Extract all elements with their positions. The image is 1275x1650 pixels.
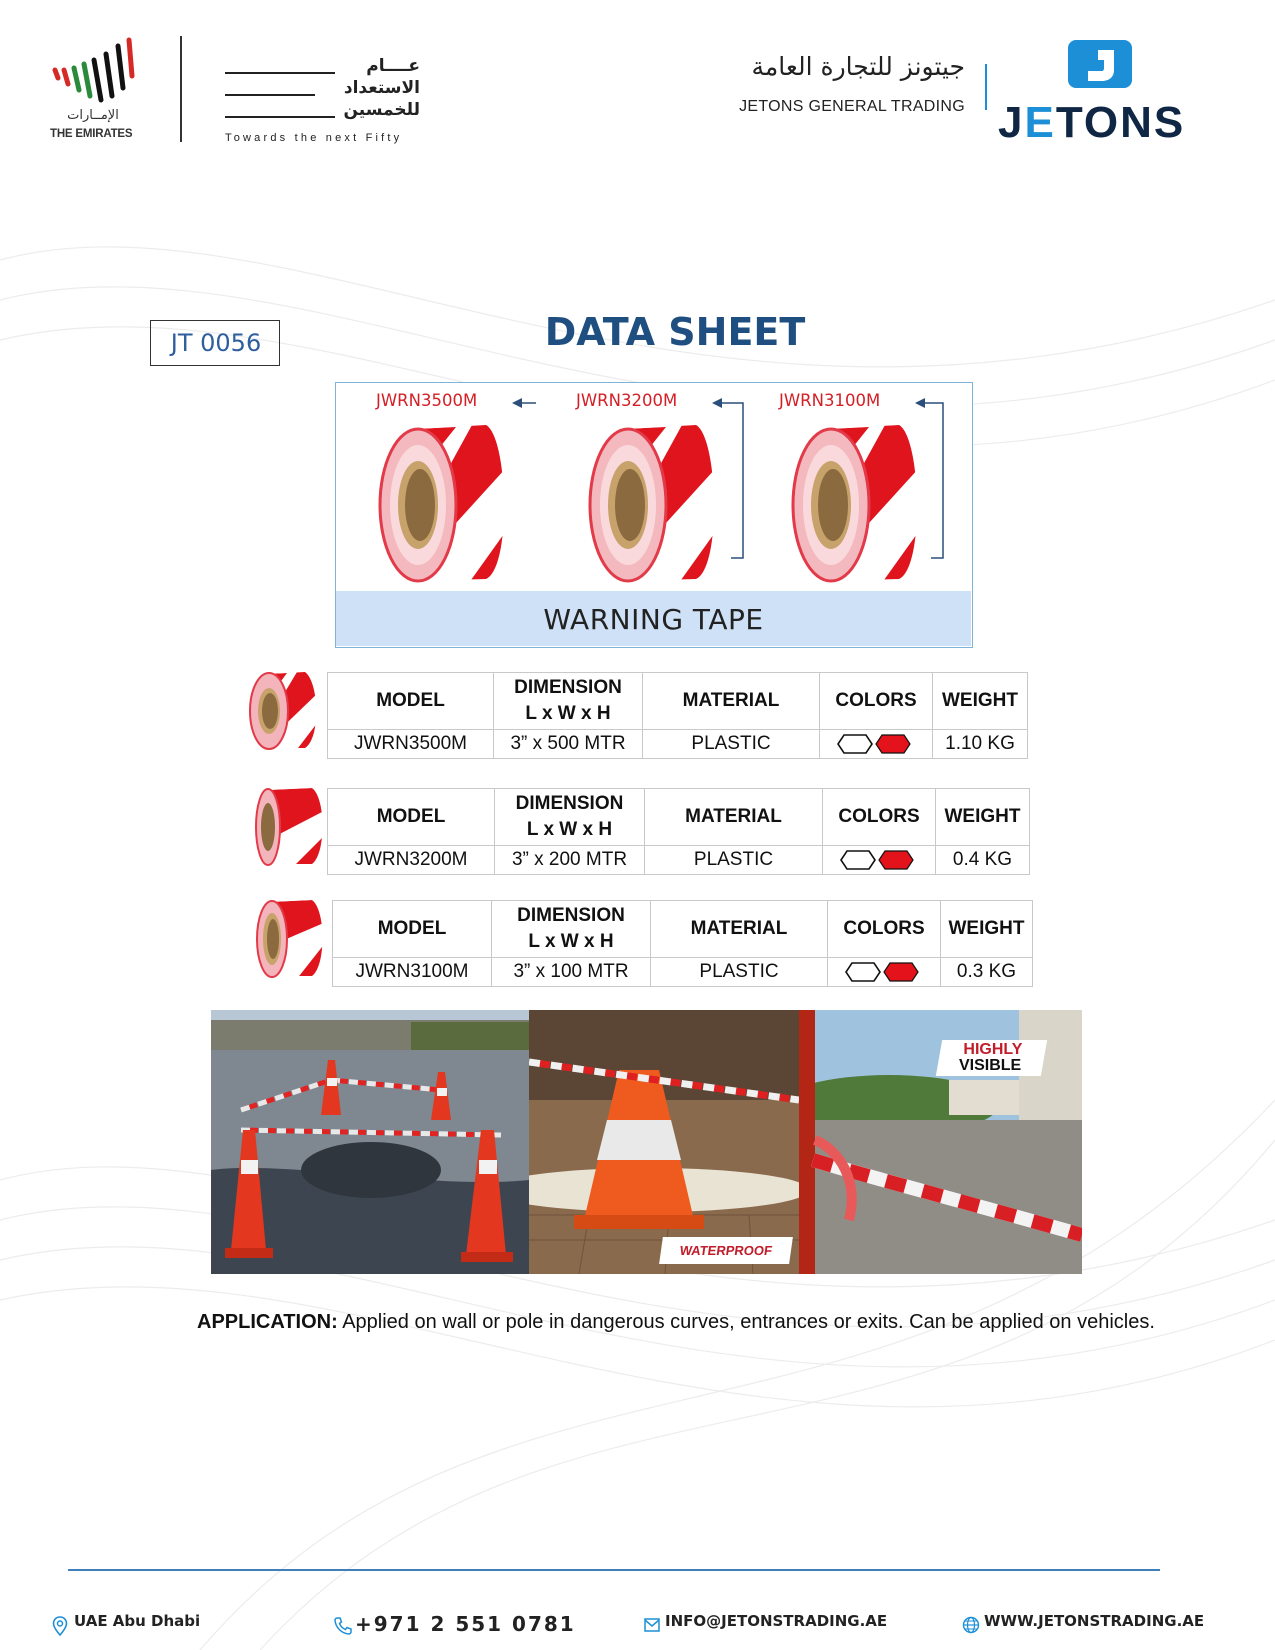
application-note: [197, 1311, 1157, 1334]
spec-data-row: [333, 958, 1033, 987]
logo-rule: [225, 94, 315, 96]
spec-header-row: [333, 901, 1033, 958]
location-pin-icon: [52, 1616, 68, 1636]
tape-roll-image: [586, 417, 724, 585]
emirates-arabic-label: الإمــارات: [67, 108, 119, 123]
red-swatch-icon: [879, 851, 913, 869]
header-divider: [180, 36, 182, 142]
document-code: JT 0056: [170, 329, 262, 357]
road-barrier-image: [211, 1010, 529, 1274]
spec-block-3: [252, 896, 1042, 986]
fifty-line2: الاستعداد: [343, 78, 420, 98]
hero-product-2: [546, 383, 746, 588]
dimension-header-l1: DIMENSION: [517, 905, 625, 926]
spec-data-row: [328, 730, 1028, 759]
hero-model-label: JWRN3200M: [576, 391, 678, 410]
weight-cell: 0.4 KG: [936, 846, 1030, 875]
dimension-header-l2: L x W x H: [526, 819, 613, 840]
spec-table: [332, 900, 1033, 987]
document-code-box: [150, 320, 280, 366]
white-swatch-icon: [846, 963, 880, 981]
fifty-tagline: Towards the next Fifty: [225, 132, 403, 144]
tape-roll-thumbnail: [252, 784, 324, 868]
col-colors-header: COLORS: [823, 789, 936, 846]
company-divider: [985, 64, 987, 110]
hero-product-1: [336, 383, 536, 588]
col-material-header: MATERIAL: [645, 789, 823, 846]
j-glyph-icon: [1068, 40, 1132, 88]
photo-highly-visible: [799, 1010, 1082, 1274]
spec-data-row: [328, 846, 1030, 875]
material-cell: PLASTIC: [651, 958, 828, 987]
emirates-logo: [50, 36, 140, 146]
fifty-line1: عــــام: [366, 56, 420, 76]
page-title: DATA SHEET: [544, 310, 806, 354]
phone-icon: [333, 1616, 353, 1636]
col-material-header: MATERIAL: [643, 673, 820, 730]
tape-roll-thumbnail: [252, 896, 324, 980]
colors-cell: [828, 958, 941, 987]
col-dimension-header: [492, 901, 651, 958]
location-text: UAE Abu Dhabi: [74, 1612, 201, 1630]
white-swatch-icon: [838, 735, 872, 753]
globe-icon: [962, 1616, 980, 1634]
product-hero: [335, 382, 973, 648]
badge-highly: HIGHLY: [963, 1041, 1023, 1058]
hero-caption: WARNING TAPE: [543, 603, 764, 636]
photo-waterproof: [529, 1010, 799, 1274]
col-model-header: MODEL: [333, 901, 492, 958]
dimension-cell: 3” x 100 MTR: [492, 958, 651, 987]
year-of-fifty-logo: [225, 56, 420, 146]
hero-product-3: [751, 383, 951, 588]
phone-text[interactable]: +971 2 551 0781: [355, 1612, 576, 1636]
dimension-header-l2: L x W x H: [528, 931, 614, 952]
weight-cell: 0.3 KG: [941, 958, 1033, 987]
col-model-header: MODEL: [328, 789, 495, 846]
hero-model-label: JWRN3500M: [376, 391, 478, 410]
photo-road-barrier: [211, 1010, 529, 1274]
brand-letter-e: E: [1024, 98, 1056, 147]
col-weight-header: WEIGHT: [936, 789, 1030, 846]
colors-cell: [820, 730, 933, 759]
tape-roll-image: [376, 417, 514, 585]
logo-rule: [225, 72, 335, 74]
weight-cell: 1.10 KG: [933, 730, 1028, 759]
application-label: APPLICATION:: [197, 1311, 338, 1333]
spec-table: [327, 788, 1030, 875]
color-swatches: [844, 961, 924, 983]
waterproof-badge: WATERPROOF: [659, 1237, 793, 1264]
footer-divider: [68, 1569, 1160, 1571]
brand-letter-j: J: [998, 98, 1025, 147]
waterproof-cone-image: [529, 1010, 799, 1274]
model-cell: JWRN3200M: [328, 846, 495, 875]
badge-visible: VISIBLE: [958, 1057, 1022, 1074]
col-dimension-header: [495, 789, 645, 846]
website-text[interactable]: WWW.JETONSTRADING.AE: [984, 1612, 1205, 1630]
email-icon: [643, 1616, 661, 1634]
spec-table: [327, 672, 1028, 759]
dimension-header-l1: DIMENSION: [514, 677, 622, 698]
logo-rule: [225, 116, 335, 118]
spec-header-row: [328, 673, 1028, 730]
emirates-english-label: THE EMIRATES: [50, 128, 133, 140]
fifty-line3: للخمسين: [343, 100, 420, 120]
model-cell: JWRN3500M: [328, 730, 494, 759]
col-colors-header: COLORS: [828, 901, 941, 958]
spec-block-1: [247, 668, 1037, 758]
tape-roll-thumbnail: [247, 668, 319, 752]
company-name-arabic: جيتونز للتجارة العامة: [751, 52, 965, 81]
color-swatches: [839, 849, 919, 871]
highly-visible-badge: [936, 1040, 1047, 1076]
red-swatch-icon: [876, 735, 910, 753]
jetons-logo-icon: [1068, 40, 1132, 88]
dimension-cell: 3” x 500 MTR: [494, 730, 643, 759]
col-material-header: MATERIAL: [651, 901, 828, 958]
col-weight-header: WEIGHT: [941, 901, 1033, 958]
red-swatch-icon: [884, 963, 918, 981]
application-text: Applied on wall or pole in dangerous curves, entrances or exits. Can be applied on vehicles.: [337, 1311, 1155, 1333]
application-photos: [211, 1010, 1082, 1274]
col-colors-header: COLORS: [820, 673, 933, 730]
color-swatches: [836, 733, 916, 755]
dimension-cell: 3” x 200 MTR: [495, 846, 645, 875]
hero-model-label: JWRN3100M: [779, 391, 881, 410]
spec-header-row: [328, 789, 1030, 846]
emirates-bars-icon: [52, 36, 138, 108]
material-cell: PLASTIC: [645, 846, 823, 875]
col-dimension-header: [494, 673, 643, 730]
colors-cell: [823, 846, 936, 875]
company-name-english: JETONS GENERAL TRADING: [739, 98, 965, 115]
material-cell: PLASTIC: [643, 730, 820, 759]
dimension-header-l1: DIMENSION: [515, 793, 624, 814]
col-weight-header: WEIGHT: [933, 673, 1028, 730]
tape-roll-image: [789, 417, 927, 585]
spec-block-2: [252, 784, 1042, 874]
email-text[interactable]: INFO@JETONSTRADING.AE: [665, 1612, 888, 1630]
white-swatch-icon: [841, 851, 875, 869]
brand-letters-rest: TONS: [1055, 98, 1186, 147]
jetons-wordmark: [998, 98, 1185, 148]
dimension-header-l2: L x W x H: [525, 703, 611, 724]
model-cell: JWRN3100M: [333, 958, 492, 987]
col-model-header: MODEL: [328, 673, 494, 730]
